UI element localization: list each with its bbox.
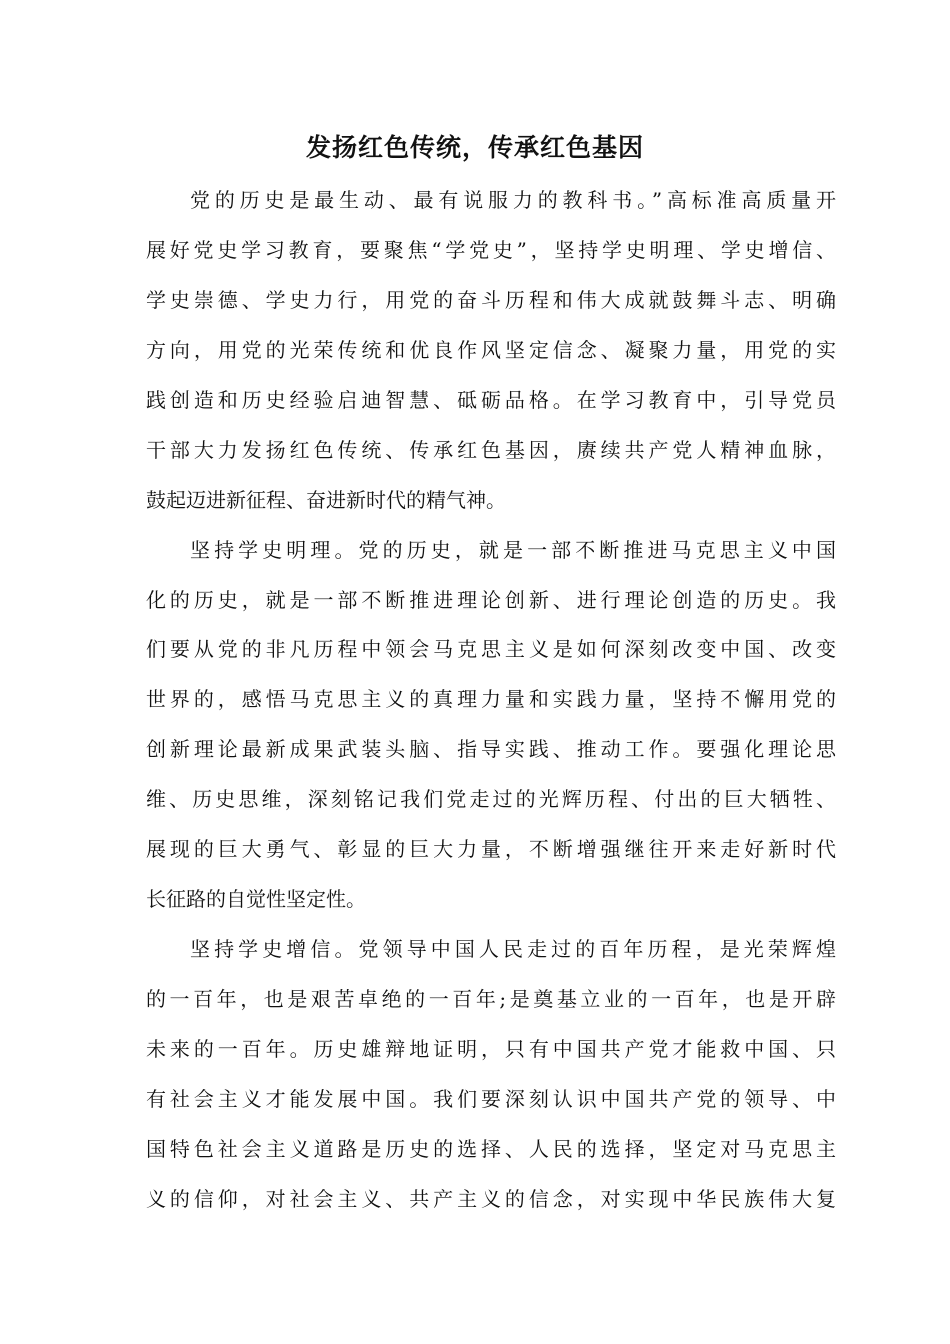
paragraph-line: 展现的巨大勇气、彰显的巨大力量，不断增强继往开来走好新时代 xyxy=(146,837,836,861)
paragraph-line: 坚持学史明理。党的历史，就是一部不断推进马克思主义中国 xyxy=(190,538,836,562)
paragraph-line: 创新理论最新成果武装头脑、指导实践、推动工作。要强化理论思 xyxy=(146,737,836,761)
paragraph-line: 化的历史，就是一部不断推进理论创新、进行理论创造的历史。我 xyxy=(146,588,836,612)
paragraph-line: 有社会主义才能发展中国。我们要深刻认识中国共产党的领导、中 xyxy=(146,1087,836,1111)
paragraph-line: 展好党史学习教育，要聚焦“学党史”，坚持学史明理、学史增信、 xyxy=(146,238,836,262)
paragraph-line: 干部大力发扬红色传统、传承红色基因，赓续共产党人精神血脉， xyxy=(146,438,836,462)
paragraph-line: 的一百年，也是艰苦卓绝的一百年;是奠基立业的一百年，也是开辟 xyxy=(146,987,836,1011)
paragraph-line: 维、历史思维，深刻铭记我们党走过的光辉历程、付出的巨大牺牲、 xyxy=(146,787,836,811)
paragraph-line: 学史崇德、学史力行，用党的奋斗历程和伟大成就鼓舞斗志、明确 xyxy=(146,288,836,312)
paragraph-line: 未来的一百年。历史雄辩地证明，只有中国共产党才能救中国、只 xyxy=(146,1037,836,1061)
paragraph-line: 长征路的自觉性坚定性。 xyxy=(146,887,366,911)
paragraph-line: 义的信仰，对社会主义、共产主义的信念，对实现中华民族伟大复 xyxy=(146,1187,836,1211)
paragraph-line: 党的历史是最生动、最有说服力的教科书。”高标准高质量开 xyxy=(190,188,836,212)
paragraph-line: 国特色社会主义道路是历史的选择、人民的选择，坚定对马克思主 xyxy=(146,1137,836,1161)
paragraph-line: 践创造和历史经验启迪智慧、砥砺品格。在学习教育中，引导党员 xyxy=(146,388,836,412)
page-title: 发扬红色传统，传承红色基因 xyxy=(305,133,644,162)
paragraph-line: 世界的，感悟马克思主义的真理力量和实践力量，坚持不懈用党的 xyxy=(146,687,836,711)
paragraph-line: 方向，用党的光荣传统和优良作风坚定信念、凝聚力量，用党的实 xyxy=(146,338,836,362)
paragraph-line: 坚持学史增信。党领导中国人民走过的百年历程，是光荣辉煌 xyxy=(190,937,836,961)
paragraph-line: 鼓起迈进新征程、奋进新时代的精气神。 xyxy=(146,488,506,512)
paragraph-line: 们要从党的非凡历程中领会马克思主义是如何深刻改变中国、改变 xyxy=(146,637,836,661)
